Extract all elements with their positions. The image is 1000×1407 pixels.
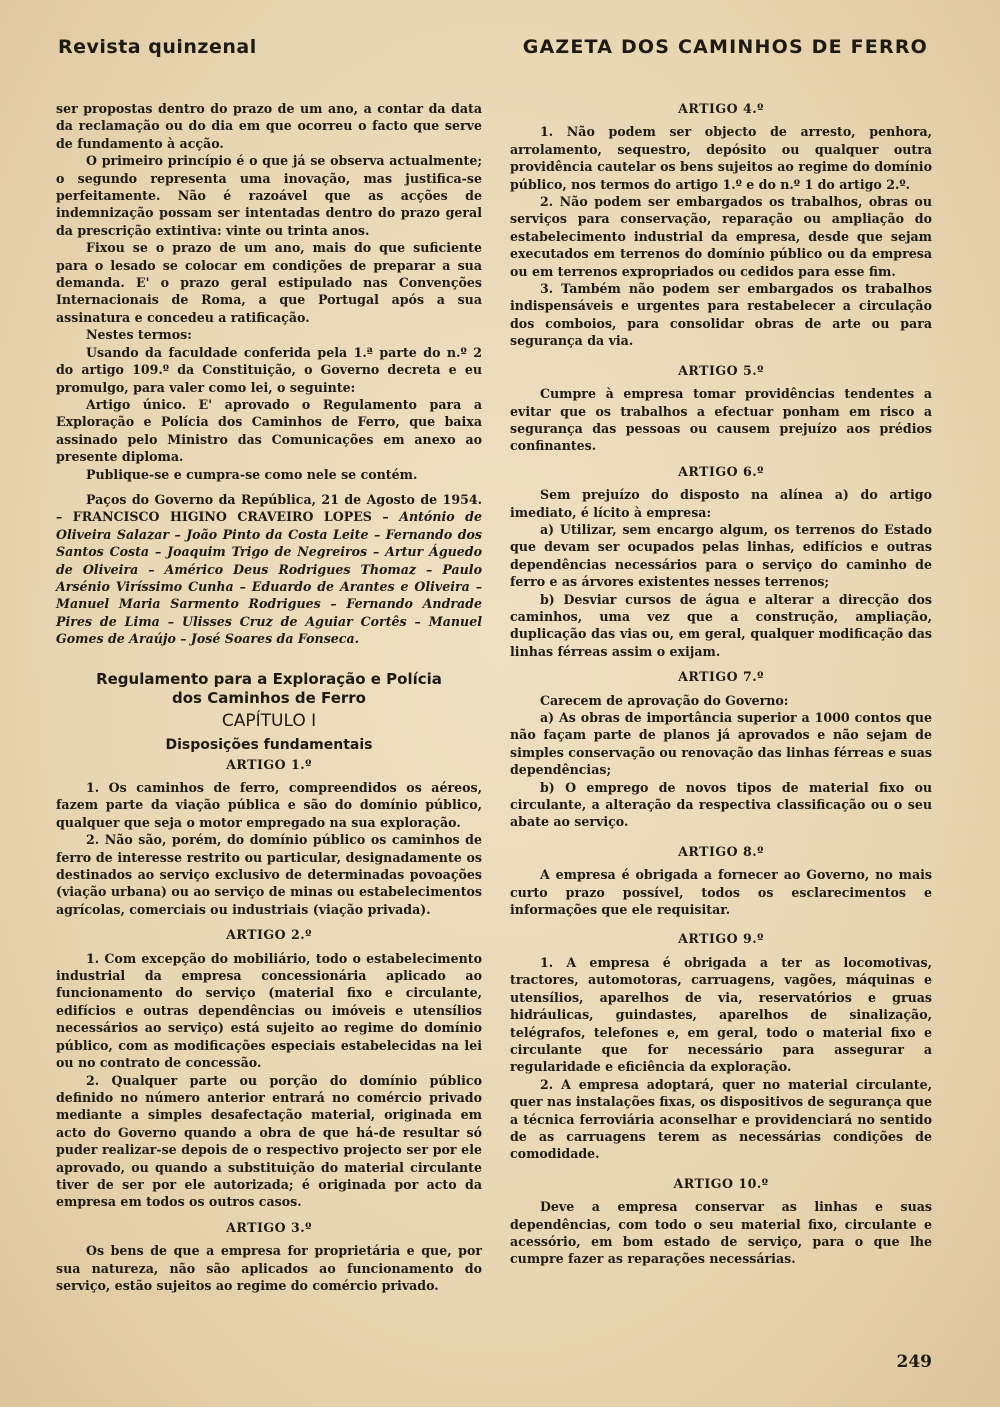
regulation-title-line-1: Regulamento para a Exploração e Polícia	[96, 669, 442, 688]
paragraph: a) As obras de importância superior a 1000 contos que não façam parte de planos já aprovados e não sejam de simples conservação ou renovação das linhas férreas e suas dependências;	[510, 710, 932, 778]
regulation-title	[56, 670, 482, 708]
paragraph: Publique-se e cumpra-se como nele se contém.	[86, 466, 418, 482]
paragraph: 3. Também não podem ser embargados os trabalhos indispensáveis e urgentes para restabelecer a circulação dos comboios, para consolidar obras de arte ou para segurança da via.	[510, 281, 932, 349]
regulation-title-line-2: dos Caminhos de Ferro	[172, 688, 366, 707]
paragraph: Sem prejuízo do disposto na alínea a) do artigo imediato, é lícito à empresa:	[510, 487, 932, 520]
page-number: 249	[896, 1352, 932, 1372]
right-column	[510, 100, 932, 1268]
article-heading: ARTIGO 6.º	[678, 463, 764, 479]
article-heading: ARTIGO 4.º	[678, 101, 764, 116]
running-header-left: Revista quinzenal	[58, 36, 257, 58]
chapter-subheading: Disposições fundamentais	[165, 736, 373, 753]
chapter-heading: CAPÍTULO I	[221, 710, 317, 731]
paragraph: 1. Não podem ser objecto de arresto, penhora, arrolamento, sequestro, depósito ou qualquer outra providência cautelar os bens sujeitos ao regime do domínio público, nos termos do artigo 1.º e do n.º 1 do artigo 2.º.	[510, 124, 932, 192]
date-and-president: Paços do Governo da República, 21 de Agosto de 1954. – FRANCISCO HIGINO CRAVEIRO LOPES –	[56, 491, 482, 525]
article-heading: ARTIGO 2.º	[226, 927, 312, 943]
paragraph: Fixou se o prazo de um ano, mais do que suficiente para o lesado se colocar em condições de preparar a sua demanda. E' o prazo geral estipulado nas Convenções Internacionais de Roma, a que Portugal após a sua assinatura e concedeu a ratificação.	[56, 240, 482, 325]
paragraph: Cumpre à empresa tomar providências tendentes a evitar que os trabalhos a efectuar ponham em risco a segurança das pessoas ou causem prejuízo aos prédios confinantes.	[510, 386, 932, 454]
paragraph: b) Desviar cursos de água e alterar a direcção dos caminhos, uma vez que a construção, ampliação, duplicação das vias ou, em geral, qualquer modificação das linhas férreas assim o exijam.	[510, 591, 932, 659]
paragraph: 2. Não podem ser embargados os trabalhos, obras ou serviços para conservação, reparação ou ampliação do estabelecimento industrial da empresa, desde que sejam executados em terrenos do domínio público ou da empresa ou em terrenos expropriados ou cedidos para esse fim.	[510, 194, 932, 279]
paragraph: 2. Qualquer parte ou porção do domínio público definido no número anterior entrará no comércio privado mediante a simples desafectação material, originada em acto do Governo quando a obra de que há-de resultar só puder realizar-se depois de o respectivo projecto ser por ele aprovado, ou quando a substituição do material circulante tiver de ser por ele autorizada; é originada por acto da empresa em todos os outros casos.	[56, 1072, 482, 1210]
minister-signatures: António de Oliveira Salazar – João Pinto da Costa Leite – Fernando dos Santos Costa – Joaquim Trigo de Negreiros – Artur Águedo de Oliveira – Américo Deus Rodrigues Thomaz – Paulo Arsénio Viríssimo Cunha – Eduardo de Arantes e Oliveira – Manuel Maria Sarmento Rodrigues – Fernando Andrade Pires de Lima – Ulisses Cruz de Aguiar Cortês – Manuel Gomes de Araújo – José Soares da Fonseca.	[56, 509, 482, 647]
article-heading: ARTIGO 3.º	[226, 1219, 312, 1235]
running-header-right: GAZETA DOS CAMINHOS DE FERRO	[522, 36, 928, 58]
paragraph: 1. Os caminhos de ferro, compreendidos os aéreos, fazem parte da viação pública e são do domínio público, qualquer que seja o motor empregado na sua exploração.	[56, 780, 482, 830]
paragraph: A empresa é obrigada a fornecer ao Governo, no mais curto prazo possível, todos os esclarecimentos e informações que ele requisitar.	[510, 867, 932, 918]
paragraph: 2. Não são, porém, do domínio público os caminhos de ferro de interesse restrito ou particular, designadamente os destinados ao serviço exclusivo de determinadas povoações (viação urbana) ou ao serviço de minas ou estabelecimentos agrícolas, comerciais ou industriais (viação privada).	[56, 832, 482, 917]
paragraph: Nestes termos:	[86, 327, 192, 343]
paragraph: 1. A empresa é obrigada a ter as locomotivas, tractores, automotoras, carruagens, vagões, máquinas e utensílios, aparelhos de via, reservatórios e gruas hidráulicas, guindastes, aparelhos de sinalização, telégrafos, telefones e, em geral, todo o material fixo e circulante que for necessário para assegurar a regularidade e eficiência da exploração.	[510, 954, 932, 1075]
article-heading: ARTIGO 9.º	[678, 931, 764, 947]
paragraph: Carecem de aprovação do Governo:	[540, 692, 789, 708]
paragraph: ser propostas dentro do prazo de um ano, a contar da data da reclamação ou do dia em que ocorreu o facto que serve de fundamento à acção.	[56, 101, 482, 151]
article-heading: ARTIGO 8.º	[678, 843, 764, 859]
article-heading: ARTIGO 10.º	[673, 1175, 769, 1191]
paragraph: Usando da faculdade conferida pela 1.ª parte do n.º 2 do artigo 109.º da Constituição, o Governo decreta e eu promulgo, para valer como lei, o seguinte:	[56, 344, 482, 395]
article-heading: ARTIGO 7.º	[678, 669, 764, 685]
paragraph: Artigo único. E' aprovado o Regulamento para a Exploração e Polícia dos Caminhos de Ferro, que baixa assinado pelo Ministro das Comunicações em anexo ao presente diploma.	[56, 396, 482, 465]
paragraph: O primeiro princípio é o que já se observa actualmente; o segundo representa uma inovação, mas justifica-se perfeitamente. Não é razoável que as acções de indemnização possam ser intentadas dentro do prazo geral da prescrição extintiva: vinte ou trinta anos.	[56, 153, 482, 238]
signatures-paragraph	[56, 491, 482, 648]
article-heading: ARTIGO 5.º	[678, 362, 764, 378]
paragraph: b) O emprego de novos tipos de material fixo ou circulante, a alteração da respectiva classificação ou o seu abate ao serviço.	[510, 779, 932, 830]
paragraph: 2. A empresa adoptará, quer no material circulante, quer nas instalações fixas, os dispositivos de segurança que a técnica ferroviária aconselhar e providenciará no sentido de as carruagens terem as necessárias condições de comodidade.	[510, 1076, 932, 1162]
article-heading: ARTIGO 1.º	[226, 756, 312, 772]
paragraph: a) Utilizar, sem encargo algum, os terrenos do Estado que devam ser ocupados pelas linhas, edifícios e outras dependências necessários para o serviço do caminho de ferro e as árvores existentes nesses terrenos;	[510, 521, 932, 590]
paragraph: Deve a empresa conservar as linhas e suas dependências, com todo o seu material fixo, circulante e acessório, em bom estado de serviço, para o que lhe cumpre fazer as reparações necessárias.	[510, 1199, 932, 1267]
paragraph: 1. Com excepção do mobiliário, todo o estabelecimento industrial da empresa concessionária aplicado ao funcionamento do serviço (material fixo e circulante, edifícios e outras dependências ou imóveis e utensílios necessários ao serviço) está sujeito ao regime do domínio público, com as modificações especiais estabelecidas na lei ou no contrato de concessão.	[56, 950, 482, 1071]
left-column	[56, 100, 482, 1294]
paragraph: Os bens de que a empresa for proprietária e que, por sua natureza, não são aplicados ao funcionamento do serviço, estão sujeitos ao regime do comércio privado.	[56, 1243, 482, 1293]
